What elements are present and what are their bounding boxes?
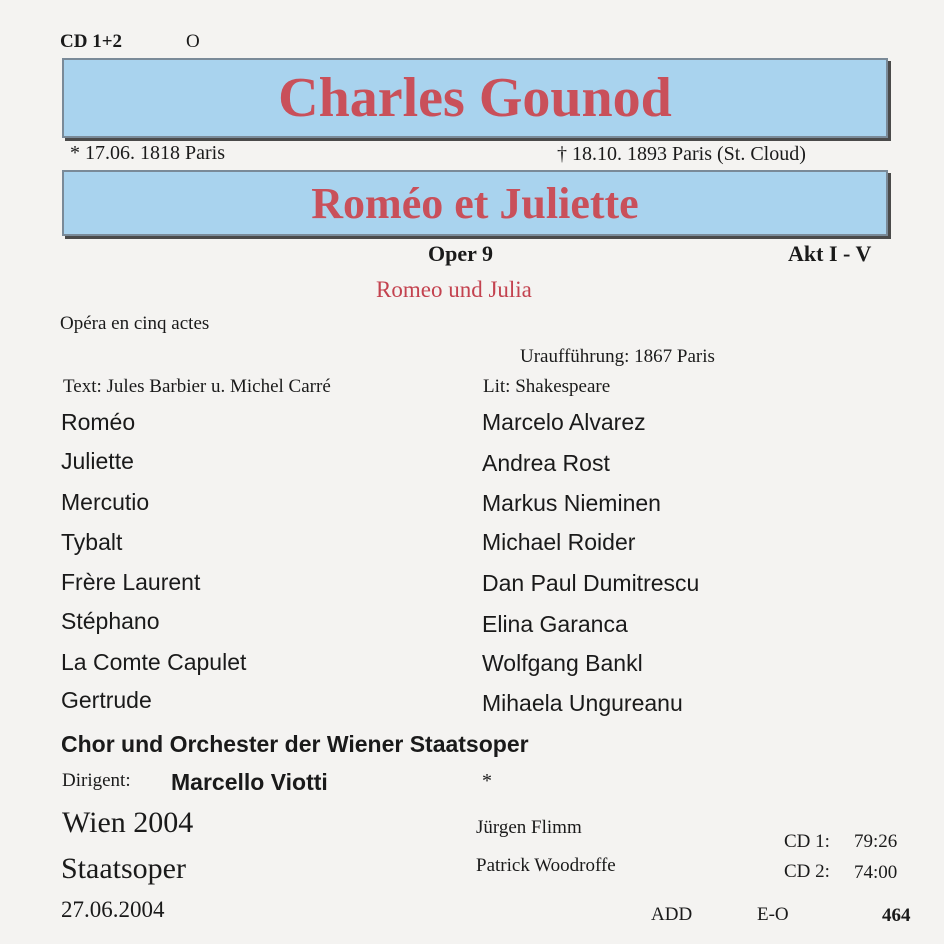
cast-role: Tybalt (61, 529, 123, 555)
cast-role: Juliette (61, 448, 134, 474)
cast-singer: Mihaela Ungureanu (482, 690, 683, 716)
work-subtitle: Romeo und Julia (376, 277, 532, 302)
conductor-mark: * (482, 770, 492, 792)
composer-death: † 18.10. 1893 Paris (St. Cloud) (557, 143, 806, 165)
conductor-name: Marcello Viotti (171, 769, 328, 795)
catalog-number: 464 (882, 905, 911, 926)
work-genre: Oper 9 (428, 241, 493, 266)
work-acts: Akt I - V (788, 241, 872, 266)
conductor-label: Dirigent: (62, 770, 131, 791)
work-banner (62, 170, 888, 236)
timing-label: CD 2: (784, 861, 830, 882)
performance-venue: Staatsoper (61, 852, 186, 885)
cast-singer: Andrea Rost (482, 450, 610, 476)
cast-singer: Michael Roider (482, 529, 636, 555)
cast-role: Mercutio (61, 489, 150, 515)
work-literary-source: Lit: Shakespeare (483, 376, 611, 397)
cast-singer: Markus Nieminen (482, 490, 661, 516)
cast-singer: Elina Garanca (482, 611, 628, 637)
cast-singer: Dan Paul Dumitrescu (482, 570, 700, 596)
cast-singer: Marcelo Alvarez (482, 409, 646, 435)
composer-birth: * 17.06. 1818 Paris (70, 142, 225, 164)
recording-type: E-O (757, 904, 789, 925)
cast-role: Gertrude (61, 687, 152, 713)
performance-place-year: Wien 2004 (62, 806, 194, 839)
composer-name: Charles Gounod (278, 67, 672, 129)
cast-role: Frère Laurent (61, 569, 201, 595)
lighting-designer: Patrick Woodroffe (476, 855, 616, 876)
stage-director: Jürgen Flimm (476, 817, 582, 838)
recording-code: ADD (651, 904, 693, 925)
cast-role: Stéphano (61, 608, 160, 634)
cd-label: CD 1+2 (60, 31, 123, 52)
ensemble: Chor und Orchester der Wiener Staatsoper (61, 731, 529, 757)
work-premiere: Uraufführung: 1867 Paris (520, 346, 715, 367)
cast-role: La Comte Capulet (61, 649, 247, 675)
header-mark: O (186, 31, 200, 52)
performance-date: 27.06.2004 (61, 897, 165, 922)
cast-singer: Wolfgang Bankl (482, 650, 643, 676)
timing-label: CD 1: (784, 831, 830, 852)
timing-value: 74:00 (854, 862, 898, 883)
timing-value: 79:26 (854, 831, 898, 852)
cast-role: Roméo (61, 409, 136, 435)
work-description: Opéra en cinq actes (60, 313, 210, 334)
work-title: Roméo et Juliette (311, 178, 639, 228)
work-text-credit: Text: Jules Barbier u. Michel Carré (63, 376, 331, 397)
composer-banner (62, 58, 888, 138)
